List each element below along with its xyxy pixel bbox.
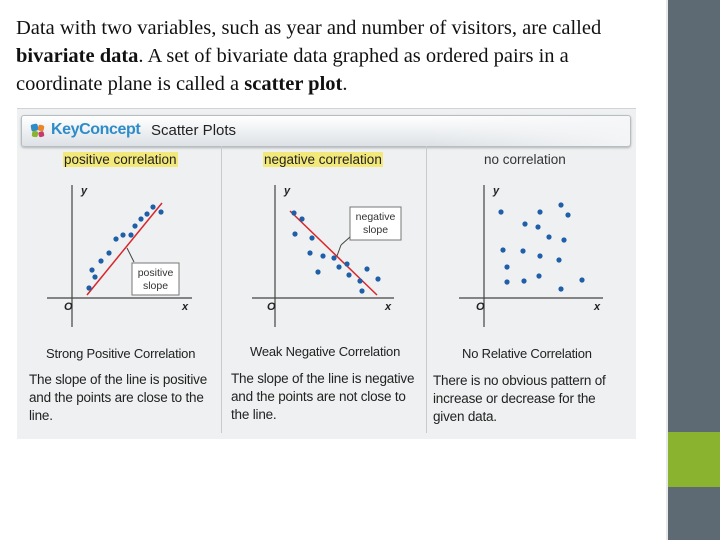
data-point bbox=[522, 221, 527, 226]
data-point bbox=[86, 285, 91, 290]
description-negative: The slope of the line is negative and the points are not close to the line. bbox=[231, 371, 415, 422]
callout-positive-slope bbox=[127, 248, 179, 295]
data-point bbox=[504, 264, 509, 269]
no-correlation-plot bbox=[427, 177, 636, 327]
data-point bbox=[320, 253, 325, 258]
y-axis-label: y bbox=[284, 185, 291, 197]
data-point bbox=[498, 209, 503, 214]
data-point bbox=[375, 276, 380, 281]
key-concept-title: Scatter Plots bbox=[151, 122, 237, 139]
data-point bbox=[558, 286, 563, 291]
data-point bbox=[537, 209, 542, 214]
key-concept-brand: KeyConcept bbox=[51, 121, 141, 138]
heading-positive-correlation: positive correlation bbox=[64, 152, 177, 167]
intro-text-2: . A set of bivariate data graphed as ordered pairs in a coordinate plane is called a bbox=[16, 45, 569, 95]
data-point bbox=[344, 261, 349, 266]
data-point bbox=[546, 234, 551, 239]
description-none: There is no obvious pattern of increase or decrease for the given data. bbox=[433, 373, 606, 424]
data-point bbox=[92, 274, 97, 279]
data-point bbox=[158, 209, 163, 214]
data-points bbox=[498, 202, 584, 291]
data-point bbox=[89, 267, 94, 272]
y-axis-label: y bbox=[81, 185, 88, 197]
term-scatter-plot: scatter plot bbox=[244, 73, 343, 95]
callout-leader bbox=[337, 245, 341, 256]
data-point bbox=[504, 279, 509, 284]
data-point bbox=[150, 204, 155, 209]
data-point bbox=[579, 277, 584, 282]
x-axis-label: x bbox=[182, 301, 189, 313]
data-point bbox=[556, 257, 561, 262]
heading-negative-correlation: negative correlation bbox=[264, 152, 382, 167]
intro-text-1: Data with two variables, such as year and number of visitors, are called bbox=[16, 17, 602, 39]
key-concept-header bbox=[21, 115, 631, 147]
intro-text-3: . bbox=[342, 73, 348, 95]
callout-leader-tail bbox=[341, 237, 350, 245]
negative-correlation-plot bbox=[222, 177, 426, 327]
origin-label: O bbox=[267, 301, 276, 313]
data-point bbox=[120, 232, 125, 237]
data-point bbox=[537, 253, 542, 258]
data-point bbox=[299, 216, 304, 221]
data-point bbox=[331, 255, 336, 260]
origin-label: O bbox=[476, 301, 485, 313]
data-point bbox=[535, 224, 540, 229]
callout-negative-slope bbox=[337, 207, 401, 256]
data-point bbox=[359, 288, 364, 293]
caption-no-relative: No Relative Correlation bbox=[462, 346, 592, 361]
heading-no-correlation: no correlation bbox=[484, 152, 566, 167]
term-bivariate-data: bivariate data bbox=[16, 45, 139, 67]
origin-label: O bbox=[64, 301, 73, 313]
data-point bbox=[520, 248, 525, 253]
data-point bbox=[346, 272, 351, 277]
data-point bbox=[307, 250, 312, 255]
data-point bbox=[561, 237, 566, 242]
data-point bbox=[128, 232, 133, 237]
data-point bbox=[336, 264, 341, 269]
description-positive: The slope of the line is positive and the points are close to the line. bbox=[29, 372, 208, 423]
data-point bbox=[106, 250, 111, 255]
scatter-plots-figure bbox=[17, 108, 636, 439]
caption-strong-positive: Strong Positive Correlation bbox=[46, 346, 196, 361]
y-axis-label: y bbox=[493, 185, 500, 197]
data-point bbox=[364, 266, 369, 271]
caption-weak-negative: Weak Negative Correlation bbox=[250, 344, 401, 359]
data-point bbox=[357, 278, 362, 283]
callout-line-1: positive bbox=[137, 267, 174, 279]
data-point bbox=[291, 210, 296, 215]
data-point bbox=[521, 278, 526, 283]
panel-heading-none bbox=[427, 149, 636, 171]
intro-paragraph bbox=[16, 14, 656, 98]
data-point bbox=[292, 231, 297, 236]
data-point bbox=[98, 258, 103, 263]
data-point bbox=[558, 202, 563, 207]
data-point bbox=[113, 236, 118, 241]
x-axis-label: x bbox=[385, 301, 392, 313]
callout-line-2: slope bbox=[142, 280, 169, 292]
panel-heading-positive bbox=[17, 149, 221, 171]
callout-leader bbox=[127, 248, 134, 262]
panel-heading-negative bbox=[222, 149, 426, 171]
data-point bbox=[565, 212, 570, 217]
data-point bbox=[144, 211, 149, 216]
key-concept-logo-icon bbox=[30, 123, 46, 139]
sidebar-accent-block bbox=[668, 432, 720, 487]
data-point bbox=[309, 235, 314, 240]
x-axis-label: x bbox=[594, 301, 601, 313]
data-point bbox=[132, 223, 137, 228]
positive-correlation-plot bbox=[17, 177, 221, 327]
data-point bbox=[536, 273, 541, 278]
callout-line-1: negative bbox=[355, 211, 396, 223]
header-gloss bbox=[430, 116, 630, 146]
callout-line-2: slope bbox=[362, 224, 389, 236]
data-point bbox=[500, 247, 505, 252]
data-point bbox=[315, 269, 320, 274]
data-point bbox=[138, 216, 143, 221]
